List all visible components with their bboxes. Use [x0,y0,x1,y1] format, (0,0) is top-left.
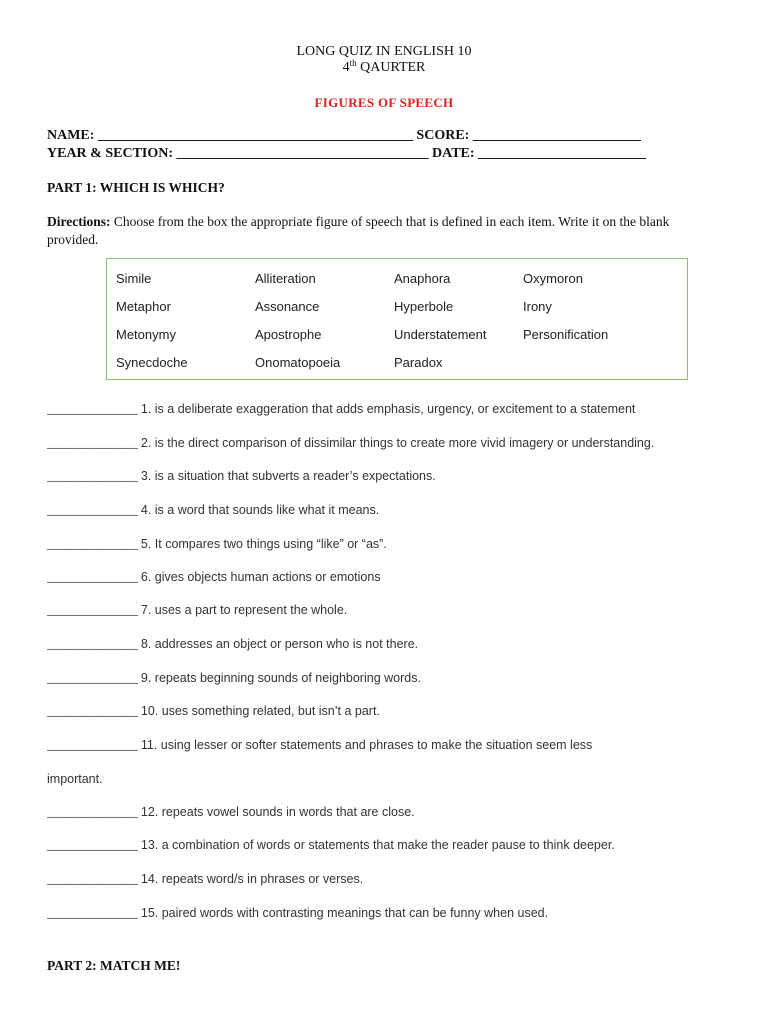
word-choice: Hyperbole [394,299,454,314]
quiz-title: LONG QUIZ IN ENGLISH 10 [296,44,472,59]
answer-blank[interactable]: ________________ [47,537,138,551]
quiz-item-6: ________________ 6. gives objects human actions or emotions [47,570,381,584]
answer-blank[interactable]: ________________ [47,570,138,584]
word-choice: Oxymoron [523,271,583,286]
word-choice: Simile [116,271,152,286]
quiz-item-15: ________________ 15. paired words with contrasting meanings that can be funny when used. [47,906,549,920]
quiz-item-4: ________________ 4. is a word that sounds like what it means. [47,503,380,517]
answer-blank[interactable]: ________________ [47,704,138,718]
word-choice: Paradox [394,355,443,370]
part1-title: PART 1: WHICH IS WHICH? [47,180,225,195]
quiz-item-1: ________________ 1. is a deliberate exaggeration that adds emphasis, urgency, or excitement to a statement [47,402,636,416]
quiz-item-11: ________________ 11. using lesser or softer statements and phrases to make the situation seem less [47,738,593,752]
quiz-item-5: ________________ 5. It compares two things using “like” or “as”. [47,537,387,551]
answer-blank[interactable]: ________________ [47,906,138,920]
answer-blank[interactable]: ________________ [47,436,138,450]
quiz-item-7: ________________ 7. uses a part to represent the whole. [47,603,348,617]
answer-blank[interactable]: ________________ [47,503,138,517]
quiz-item-9: ________________ 9. repeats beginning sounds of neighboring words. [47,671,421,685]
word-choice: Personification [523,327,609,342]
answer-blank[interactable]: ________________ [47,838,138,852]
quiz-item-2: ________________ 2. is the direct comparison of dissimilar things to create more vivid imagery or understanding. [47,436,655,450]
quiz-item-3: ________________ 3. is a situation that subverts a reader’s expectations. [47,469,436,483]
quiz-item-14: ________________ 14. repeats word/s in phrases or verses. [47,872,364,886]
word-choice: Metonymy [116,327,176,342]
word-choice: Alliteration [255,271,316,286]
word-choice: Assonance [255,299,320,314]
part2-title: PART 2: MATCH ME! [47,958,181,973]
word-choice: Understatement [394,327,487,342]
answer-blank[interactable]: ________________ [47,603,138,617]
word-choice: Metaphor [116,299,171,314]
quarter-label: 4th QAURTER [342,58,426,75]
answer-blank[interactable]: ________________ [47,872,138,886]
answer-blank[interactable]: ________________ [47,469,138,483]
quiz-item-12: ________________ 12. repeats vowel sounds in words that are close. [47,805,415,819]
answer-blank[interactable]: ________________ [47,637,138,651]
quiz-item-10: ________________ 10. uses something related, but isn’t a part. [47,704,380,718]
directions-text: Choose from the box the appropriate figure of speech that is defined in each item. Write it on the blank provided. [47,214,670,247]
answer-blank[interactable]: ________________ [47,738,138,752]
word-choice: Irony [523,299,552,314]
quiz-item-13: ________________ 13. a combination of words or statements that make the reader pause to think deeper. [47,838,615,852]
answer-blank[interactable]: ________________ [47,805,138,819]
topic-title: FIGURES OF SPEECH [314,95,454,110]
year-section-date-row: YEAR & SECTION: ____________________________________ DATE: ________________________ [47,146,647,161]
word-choice-box [106,258,688,380]
answer-blank[interactable]: ________________ [47,402,138,416]
word-choice: Synecdoche [116,355,188,370]
word-choice: Apostrophe [255,327,322,342]
answer-blank[interactable]: ________________ [47,671,138,685]
name-score-row: NAME: _____________________________________________ SCORE: ________________________ [47,128,641,143]
part1-directions [47,213,717,249]
directions-label: Directions: [47,214,111,229]
quiz-item-8: ________________ 8. addresses an object or person who is not there. [47,637,419,651]
word-choice: Anaphora [394,271,451,286]
quiz-item-11-continuation: important. [47,772,103,786]
word-choice: Onomatopoeia [255,355,341,370]
